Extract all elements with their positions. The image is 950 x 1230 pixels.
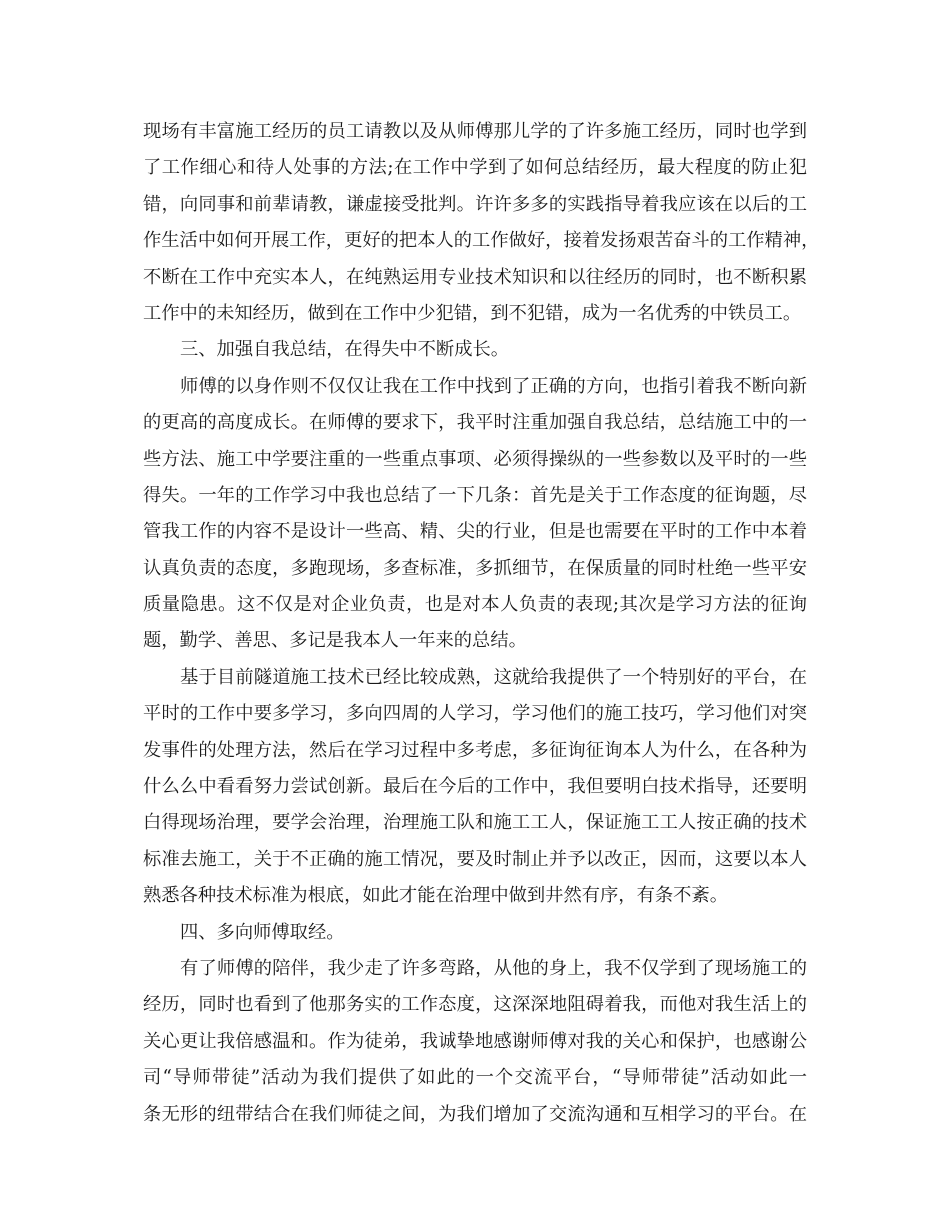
document-text-line: 错，向同事和前辈请教，谦虚接受批判。许许多多的实践指导着我应该在以后的工 [143,193,807,215]
document-text-line: 什么么中看看努力尝试创新。最后在今后的工作中，我但要明白技术指导，还要明 [143,776,807,798]
document-text-line: 平时的工作中要多学习，多向四周的人学习，学习他们的施工技巧，学习他们对突 [143,703,807,725]
document-text-line: 关心更让我倍感温和。作为徒弟，我诚挚地感谢师傅对我的关心和保护，也感谢公 [143,1030,807,1052]
document-text-line: 不断在工作中充实本人，在纯熟运用专业技术知识和以往经历的同时，也不断积累 [143,266,807,288]
document-text-line: 师傅的以身作则不仅仅让我在工作中找到了正确的方向，也指引着我不断向新 [180,375,807,397]
document-text-line: 发事件的处理方法，然后在学习过程中多考虑，多征询征询本人为什么，在各种为 [143,739,807,761]
document-text-line: 得失。一年的工作学习中我也总结了一下几条：首先是关于工作态度的征询题，尽 [143,484,807,506]
document-text-line: 三、加强自我总结，在得失中不断成长。 [180,339,510,361]
document-text-line: 了工作细心和待人处事的方法;在工作中学到了如何总结经历，最大程度的防止犯 [143,157,807,179]
document-text-line: 白得现场治理，要学会治理，治理施工队和施工工人，保证施工工人按正确的技术 [143,812,807,834]
document-text-line: 司“导师带徒”活动为我们提供了如此的一个交流平台，“导师带徒”活动如此一 [143,1067,807,1089]
document-text-line: 熟悉各种技术标准为根底，如此才能在治理中做到井然有序，有条不紊。 [143,885,728,907]
document-text-line: 现场有丰富施工经历的员工请教以及从师傅那儿学的了许多施工经历，同时也学到 [143,121,807,142]
document-text-line: 条无形的纽带结合在我们师徒之间，为我们增加了交流沟通和互相学习的平台。在 [143,1103,807,1125]
document-text-line: 有了师傅的陪伴，我少走了许多弯路，从他的身上，我不仅学到了现场施工的 [180,957,807,979]
document-text-body [143,114,820,1133]
document-text-line: 题，勤学、善思、多记是我本人一年来的总结。 [143,630,527,652]
document-text-line: 基于目前隧道施工技术已经比较成熟，这就给我提供了一个特别好的平台，在 [180,666,807,688]
document-text-line: 作生活中如何开展工作，更好的把本人的工作做好，接着发扬艰苦奋斗的工作精神， [143,230,820,252]
document-text-line: 标准去施工，关于不正确的施工情况，要及时制止并予以改正，因而，这要以本人 [143,848,807,870]
document-text-line: 的更高的高度成长。在师傅的要求下，我平时注重加强自我总结，总结施工中的一 [143,412,807,434]
document-text-line: 四、多向师傅取经。 [180,921,345,943]
document-text-line: 些方法、施工中学要注重的一些重点事项、必须得操纵的一些参数以及平时的一些 [143,448,807,470]
document-text-line: 工作中的未知经历，做到在工作中少犯错，到不犯错，成为一名优秀的中铁员工。 [143,302,802,324]
document-text-line: 认真负责的态度，多跑现场，多查标准，多抓细节，在保质量的同时杜绝一些平安 [143,557,807,579]
document-text-line: 质量隐患。这不仅是对企业负责，也是对本人负责的表现;其次是学习方法的征询 [143,594,807,616]
document-text-line: 管我工作的内容不是设计一些高、精、尖的行业，但是也需要在平时的工作中本着 [143,521,807,543]
document-text-line: 经历，同时也看到了他那务实的工作态度，这深深地阻碍着我，而他对我生活上的 [143,994,807,1016]
